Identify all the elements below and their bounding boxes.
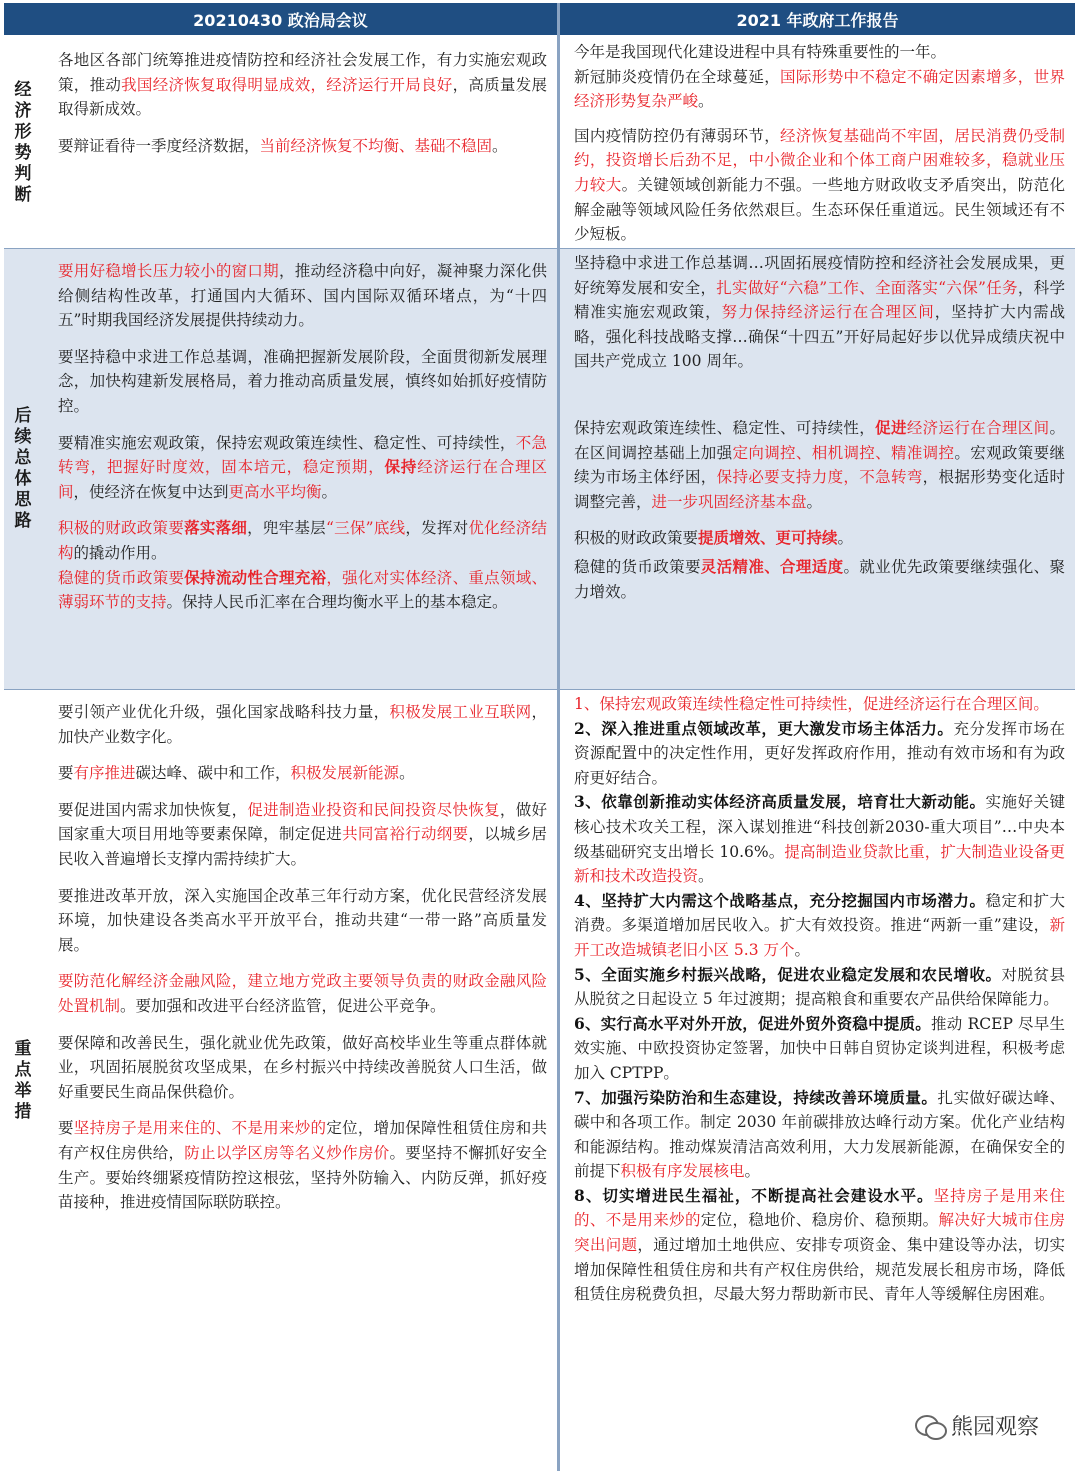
paragraph	[58, 431, 547, 505]
comparison-table	[4, 3, 1075, 1471]
body-text: 。	[698, 867, 714, 886]
highlight-text: ，强化对实体经济、重点领域、薄弱环节的支持	[58, 568, 547, 612]
highlight-text: 2、深入推进重点领域改革，更大激发市场主体活力。	[574, 718, 954, 738]
body-text: 。就业优先政策要继续强化、聚力增效。	[574, 557, 1065, 601]
body-text: 。	[698, 92, 714, 111]
row-economic-situation	[4, 38, 1075, 248]
body-text: 。要加强和改进平台经济监管，促进公平竞争。	[120, 996, 446, 1015]
body-text: 稳健的货币政策要	[574, 557, 701, 576]
body-text: ，以城乡居民收入普遍增长支撑内需持续扩大。	[58, 825, 547, 868]
highlight-text: 优化经济结构	[58, 519, 547, 562]
paragraph	[58, 134, 547, 159]
right-cell	[560, 38, 1075, 248]
body-text: 。要坚持不懈抓好安全生产。要始终绷紧疫情防控这根弦，坚持外防输入、内防反弹，抓好疫苗接种，推进疫情国际联防联控。	[58, 1143, 547, 1212]
highlight-text: 解决好大城市住房突出问题	[574, 1211, 1065, 1255]
body-text: 要坚持稳中求进工作总基调，准确把握新发展阶段，全面贯彻新发展理念，加快构建新发展格局，着力推动高质量发展，慎终如始抓好疫情防控。	[58, 347, 547, 415]
body-text: 国内疫情防控仍有薄弱环节，	[574, 126, 781, 145]
highlight-text: 新开工改造城镇老旧小区 5.3 万个	[574, 916, 1065, 959]
highlight-text: 进一步巩固经济基本盘	[651, 492, 807, 511]
paragraph	[574, 526, 1065, 551]
highlight-text: 7、加强污染防治和生态建设，持续改善环境质量。	[574, 1087, 938, 1107]
highlight-text: 经济运行在合理区间	[906, 418, 1050, 437]
paragraph	[574, 65, 1065, 114]
highlight-text: 经济恢复基础尚不牢固，居民消费仍受制约，投资增长后劲不足，中小微企业和个体工商户困难较多，稳就业压力较大	[574, 126, 1065, 194]
paragraph	[58, 48, 547, 122]
left-cell	[38, 38, 557, 248]
highlight-text: 4、坚持扩大内需这个战略基点，充分挖掘国内市场潜力。	[574, 890, 986, 910]
highlight-text: 稳健的货币政策要	[58, 568, 185, 587]
body-text: 各地区各部门统筹推进疫情防控和经济社会发展工作，有力实施宏观政策，推动	[58, 51, 547, 94]
highlight-text: 积极有序发展核电	[620, 1162, 745, 1181]
highlight-text: 落实落细	[184, 518, 248, 538]
left-cell	[38, 249, 557, 689]
category-label: 重点举措	[10, 1038, 31, 1123]
header-left: 20210430 政治局会议	[4, 3, 557, 35]
highlight-text: 共同富裕行动纲要	[342, 825, 469, 844]
body-text: 充分发挥市场在资源配置中的决定性作用，更好发挥政府作用，推动有效市场和有为政府更好结合。	[574, 719, 1065, 787]
highlight-text: 经济运行在合理区间	[58, 458, 547, 501]
body-text: 碳达峰、碳中和工作，	[135, 764, 291, 783]
right-cell	[560, 249, 1075, 689]
right-cell	[560, 690, 1075, 1471]
paragraph	[574, 790, 1065, 888]
highlight-text: 保持	[384, 457, 418, 477]
paragraph	[58, 1116, 547, 1214]
column-divider	[557, 3, 560, 1471]
row-overall-approach	[4, 249, 1075, 689]
body-text: 。	[399, 764, 415, 783]
highlight-text: 要用好稳增长压力较小的窗口期	[58, 262, 279, 280]
body-text: 推动 RCEP 尽早生效实施、中欧投资协定签署，加快中日韩自贸协定谈判进程，积极考虑加入 CPTPP。	[574, 1014, 1065, 1082]
paragraph	[574, 1086, 1065, 1184]
highlight-text: 积极发展工业互联网	[389, 703, 532, 721]
highlight-text: 更高水平均衡	[228, 482, 322, 501]
body-text: 。	[492, 136, 508, 155]
left-cell	[38, 690, 557, 1471]
paragraph	[574, 124, 1065, 247]
paragraph	[58, 516, 547, 614]
body-text: ，通过增加土地供应、安排专项资金、集中建设等办法，切实增加保障性租赁住房和共有产权住房供给，规范发展长租房市场，降低租赁住房税费负担，尽最大努力帮助新市民、青年人等缓解住房困难。	[574, 1236, 1065, 1304]
body-text: 今年是我国现代化建设进程中具有特殊重要性的一年。	[574, 43, 947, 61]
highlight-text: 保持流动性合理充裕	[184, 567, 327, 587]
paragraph	[574, 1184, 1065, 1307]
paragraph	[58, 761, 547, 786]
paragraph	[58, 798, 547, 872]
highlight-text: 扎实做好“六稳”工作、全面落实“六保”任务	[716, 278, 1018, 297]
body-text: 新冠肺炎疫情仍在全球蔓延，	[574, 67, 781, 86]
highlight-text: 要防范化解经济金融风险，建立地方党政主要领导负责的财政金融风险处置机制	[58, 972, 547, 1015]
body-text: 坚持稳中求进工作总基调…巩固拓展疫情防控和经济社会发展成果，更好统筹发展和安全，	[574, 254, 1065, 297]
highlight-text: 不急转弯，把握好时度效，固本培元，稳定预期，	[58, 433, 547, 477]
row-key-measures	[4, 690, 1075, 1471]
paragraph	[58, 969, 547, 1018]
paragraph	[58, 345, 547, 419]
body-text: ，兜牢基层	[247, 519, 326, 538]
body-text: 。	[321, 482, 338, 501]
body-text: 要精准实施宏观政策，保持宏观政策连续性、稳定性、可持续性，	[58, 433, 516, 452]
highlight-text: 努力保持经济运行在合理区间	[721, 303, 935, 322]
highlight-text: 灵活精准、合理适度	[700, 556, 844, 576]
header-right: 2021 年政府工作报告	[560, 3, 1075, 35]
paragraph	[574, 555, 1065, 604]
body-text: ，根据形势变化适时调整完善，	[574, 468, 1065, 511]
body-text: 。宏观政策要继续为市场主体纾困，	[574, 443, 1065, 487]
watermark-text: 熊园观察	[950, 1415, 1039, 1440]
body-text: ，使经济在恢复中达到	[73, 482, 229, 501]
highlight-text: 6、实行高水平对外开放，促进外贸外资稳中提质。	[574, 1013, 931, 1033]
body-text: 要促进国内需求加快恢复，	[58, 800, 248, 819]
body-text: ，科学精准实施宏观政策，	[574, 278, 1065, 322]
body-text: 对脱贫县从脱贫之日起设立 5 年过渡期；提高粮食和重要农产品供给保障能力。	[574, 965, 1065, 1009]
body-text: 实施好关键核心技术攻关工程，深入谋划推进“科技创新2030-重大项目”…中央本级基础研究支出增长 10.6%。	[574, 793, 1065, 861]
paragraph	[574, 416, 1065, 514]
paragraph	[58, 884, 547, 958]
highlight-text: 我国经济恢复取得明显成效，经济运行开局良好	[121, 75, 453, 94]
wechat-icon	[915, 1413, 945, 1439]
highlight-text: 国际形势中不稳定不确定因素增多，世界经济形势复杂严峻	[574, 67, 1065, 111]
highlight-text: 定向调控、相机调控、精准调控	[732, 443, 955, 462]
body-text: 要辩证看待一季度经济数据，	[58, 136, 260, 155]
body-text: 稳定和扩大消费。多渠道增加居民收入。扩大有效投资。推进“两新一重”建设，	[574, 891, 1065, 935]
watermark	[915, 1410, 1039, 1441]
highlight-text: 3、依靠创新推动实体经济高质量发展，培育壮大新动能。	[574, 792, 986, 812]
body-text: 。关键领域创新能力不强。一些地方财政收支矛盾突出，防范化解金融等领域风险任务依然艰巨。生态环保任重道远。民生领域还有不少短板。	[574, 175, 1065, 244]
paragraph	[58, 259, 547, 333]
highlight-text: 当前经济恢复不均衡、基础不稳固	[259, 136, 493, 155]
body-text: ，高质量发展取得新成效。	[58, 75, 547, 119]
highlight-text: 8、切实增进民生福祉，不断提高社会建设水平。	[574, 1185, 934, 1205]
highlight-text: 1、保持宏观政策连续性稳定性可持续性，促进经济运行在合理区间。	[574, 695, 1049, 713]
body-text: 。保持人民币汇率在合理均衡水平上的基本稳定。	[166, 593, 508, 612]
paragraph	[574, 717, 1065, 791]
highlight-text: 提高制造业贷款比重，扩大制造业设备更新和技术改造投资	[574, 842, 1065, 886]
highlight-text: 5、全面实施乡村振兴战略，促进农业稳定发展和农民增收。	[574, 964, 1002, 984]
paragraph	[58, 1031, 547, 1105]
highlight-text: “三保”底线	[325, 519, 406, 538]
paragraph	[574, 963, 1065, 1012]
highlight-text: 积极发展新能源	[290, 764, 400, 783]
body-text: ，坚持扩大内需战略，强化科技战略支撑…确保“十四五”开好局起好步以优异成绩庆祝中国共产党成立 100 周年。	[574, 303, 1065, 371]
highlight-text: 促进制造业投资和民间投资尽快恢复	[247, 800, 500, 819]
body-text: 。在区间调控基础上加强	[574, 418, 1065, 462]
body-text: 要推进改革开放，深入实施国企改革三年行动方案，优化民营经济发展环境，加快建设各类高水平开放平台，推动共建“一带一路”高质量发展。	[58, 886, 547, 954]
paragraph	[574, 889, 1065, 963]
highlight-text: 坚持房子是用来住的、不是用来炒的	[574, 1186, 1065, 1230]
body-text: ，加快产业数字化。	[58, 703, 547, 746]
paragraph	[574, 40, 1065, 65]
highlight-text: 保持必要支持力度，不急转弯	[716, 468, 923, 487]
highlight-text: 有序推进	[73, 764, 136, 783]
paragraph	[58, 700, 547, 749]
highlight-text: 促进	[875, 417, 907, 437]
body-text: 定位，增加保障性租赁住房和共有产权住房供给，	[58, 1119, 547, 1162]
body-text: 积极的财政政策要	[574, 529, 699, 548]
body-text: ，发挥对	[405, 519, 469, 538]
paragraph	[574, 692, 1065, 717]
category-label: 经济形势判断	[10, 80, 31, 206]
body-text: 。	[744, 1162, 761, 1181]
highlight-text: 坚持房子是用来住的、不是用来炒的	[73, 1119, 327, 1138]
paragraph	[574, 251, 1065, 374]
highlight-text: 积极的财政政策要	[58, 519, 185, 538]
body-text: ，做好国家重大项目用地等要素保障，制定促进	[58, 800, 547, 844]
paragraph	[574, 1012, 1065, 1086]
body-text: ，推动经济稳中向好，凝神聚力深化供给侧结构性改革，打通国内大循环、国内国际双循环堵点，为“十四五”时期我国经济发展提供持续动力。	[58, 262, 547, 330]
body-text: 定位，稳地价、稳房价、稳预期。	[700, 1211, 939, 1230]
body-text: 。	[837, 529, 854, 548]
body-text: 扎实做好碳达峰、碳中和各项工作。制定 2030 年前碳排放达峰行动方案。优化产业结构和能源结构。推动煤炭清洁高效利用，大力发展新能源，在确保安全的前提下	[574, 1088, 1065, 1181]
body-text: 要	[58, 1119, 74, 1138]
highlight-text: 防止以学区房等名义炒作房价	[184, 1143, 390, 1162]
body-text: 要保障和改善民生，强化就业优先政策，做好高校毕业生等重点群体就业，巩固拓展脱贫攻坚成果，在乡村振兴中持续改善脱贫人口生活，做好重要民生商品保供稳价。	[58, 1033, 547, 1101]
body-text: 。	[794, 940, 811, 959]
body-text: 。	[806, 492, 823, 511]
body-text: 的撬动作用。	[73, 543, 167, 562]
body-text: 要	[58, 764, 74, 783]
body-text: 要引领产业优化升级，强化国家战略科技力量，	[58, 703, 390, 721]
body-text: 保持宏观政策连续性、稳定性、可持续性，	[574, 418, 876, 437]
highlight-text: 提质增效、更可持续	[698, 528, 838, 548]
category-label: 后续总体思路	[4, 249, 38, 689]
